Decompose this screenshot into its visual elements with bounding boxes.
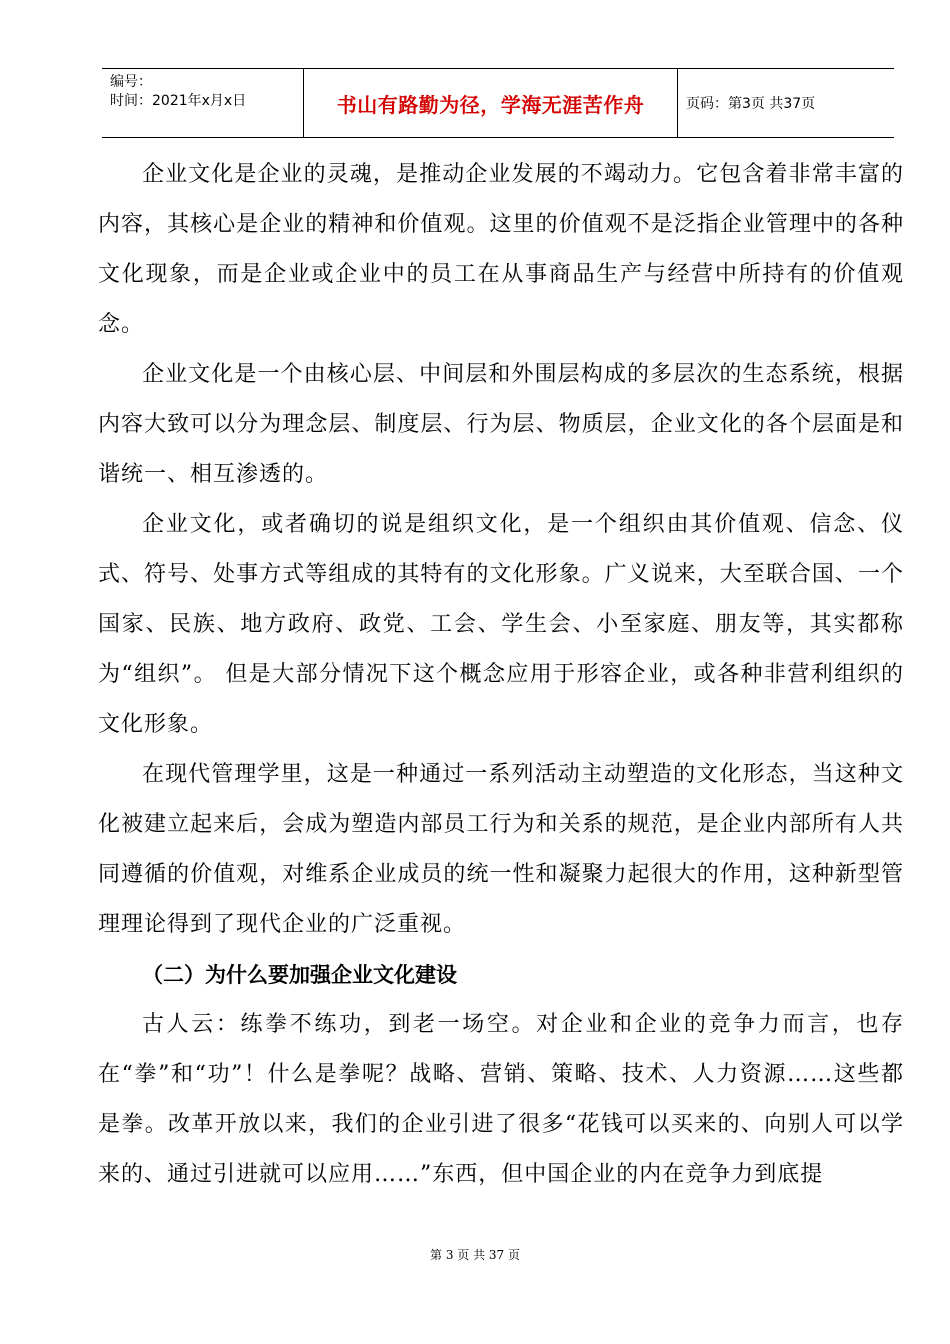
header-meta-cell bbox=[102, 69, 304, 137]
time-label: 时间：2021年x月x日 bbox=[110, 93, 247, 109]
document-body bbox=[98, 150, 904, 1200]
page-header bbox=[102, 68, 894, 138]
paragraph: 企业文化是企业的灵魂，是推动企业发展的不竭动力。它包含着非常丰富的内容，其核心是企业的精神和价值观。这里的价值观不是泛指企业管理中的各种文化现象，而是企业或企业中的员工在从事商品生产与经营中所持有的价值观念。 bbox=[98, 162, 904, 337]
paragraph: 企业文化是一个由核心层、中间层和外围层构成的多层次的生态系统，根据内容大致可以分为理念层、制度层、行为层、物质层，企业文化的各个层面是和谐统一、相互渗透的。 bbox=[98, 362, 904, 487]
page-footer: 第 3 页 共 37 页 bbox=[430, 1248, 520, 1262]
header-page-code: 页码：第3页 共37页 bbox=[686, 96, 816, 112]
paragraph: 在现代管理学里，这是一种通过一系列活动主动塑造的文化形态，当这种文化被建立起来后，会成为塑造内部员工行为和关系的规范，是企业内部所有人共同遵循的价值观，对维系企业成员的统一性和凝聚力起很大的作用，这种新型管理理论得到了现代企业的广泛重视。 bbox=[98, 762, 904, 937]
paragraph: 古人云：练拳不练功，到老一场空。对企业和企业的竞争力而言，也存在“拳”和“功”！什么是拳呢？战略、营销、策略、技术、人力资源……这些都是拳。改革开放以来，我们的企业引进了很多“花钱可以买来的、向别人可以学来的、通过引进就可以应用……”东西，但中国企业的内在竞争力到底提 bbox=[98, 1012, 904, 1187]
number-label: 编号： bbox=[110, 74, 152, 90]
header-motto: 书山有路勤为径，学海无涯苦作舟 bbox=[304, 69, 678, 137]
section-heading: （二）为什么要加强企业文化建设 bbox=[142, 963, 457, 987]
paragraph: 企业文化，或者确切的说是组织文化，是一个组织由其价值观、信念、仪式、符号、处事方式等组成的其特有的文化形象。广义说来，大至联合国、一个国家、民族、地方政府、政党、工会、学生会、小至家庭、朋友等，其实都称为“组织”。 但是大部分情况下这个概念应用于形容企业，或各种非营利组织的文化形象。 bbox=[98, 512, 904, 737]
